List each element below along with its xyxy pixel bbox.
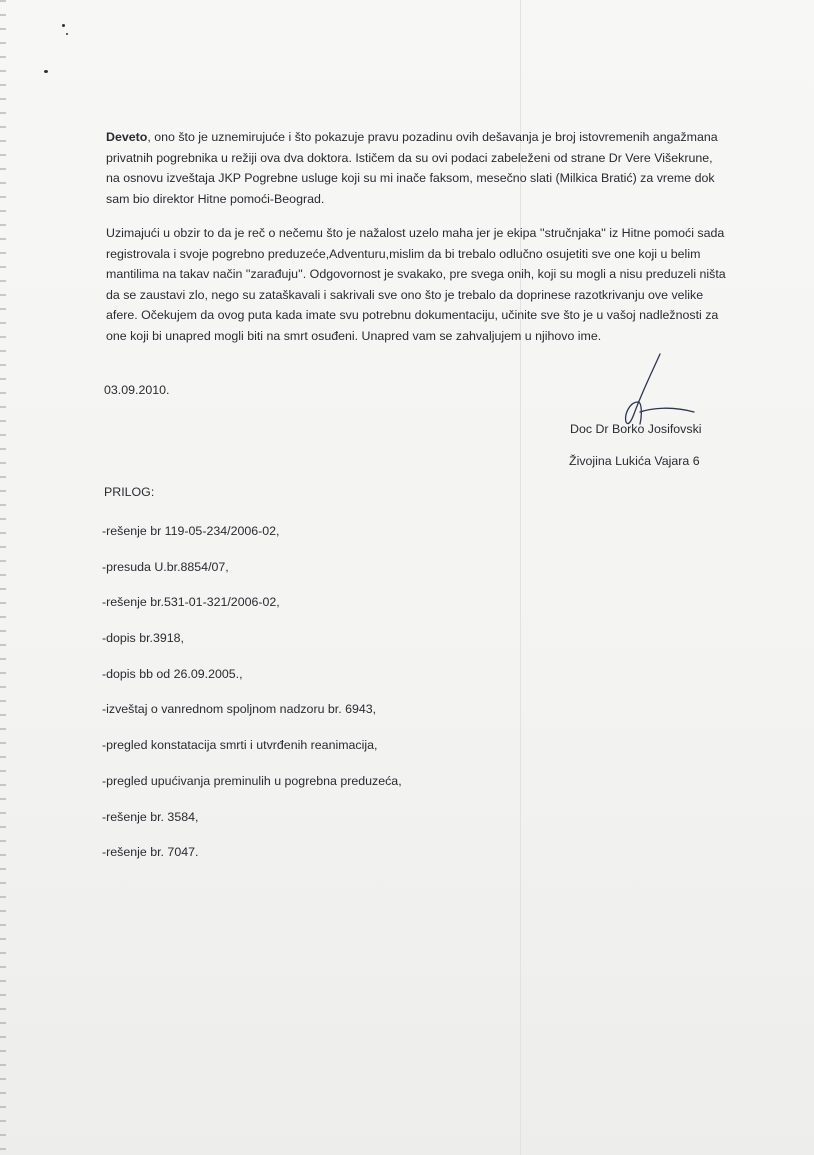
attachment-item: -pregled konstatacija smrti i utvrđenih reanimacija, [102, 738, 378, 753]
handwritten-signature [612, 352, 712, 432]
scan-speck [66, 33, 68, 35]
attachment-item: -dopis bb od 26.09.2005., [102, 666, 243, 681]
paragraph-nine [106, 127, 728, 209]
signer-address: Živojina Lukića Vajara 6 [569, 454, 700, 468]
attachment-item: -pregled upućivanja preminulih u pogrebna preduzeća, [102, 773, 402, 788]
attachment-item: -dopis br.3918, [102, 631, 184, 646]
attachment-item: -rešenje br. 7047. [102, 845, 199, 860]
scan-speck [62, 24, 65, 27]
attachment-item: -izveštaj o vanrednom spoljnom nadzoru br. 6943, [102, 702, 377, 717]
attachments-list [102, 521, 402, 878]
letter-date: 03.09.2010. [104, 383, 170, 397]
attachment-item: -presuda U.br.8854/07, [102, 559, 229, 574]
paragraph-conclusion: Uzimajući u obzir to da je reč o nečemu što je nažalost uzelo maha jer je ekipa ''stručnjaka'' iz Hitne pomoći sada registrovala i svoje pogrebno preduzeće,Adventuru,mislim da bi trebalo odlučno osujetiti sve one koji u belim mantilima na takav način ''zarađuju''. Odgovornost je svakako, pre svega onih, koji su mogli a nisu preduzeli ništa da se zaustavi zlo, nego su zataškavali i sakrivali sve ono što je trebalo da doprinese razotkrivanju ove velike afere. Očekujem da ovog puta kada imate svu potrebnu dokumentaciju, učinite sve što je u vašoj nadležnosti za one koji bi unapred mogli biti na smrt osuđeni. Unapred vam se zahvaljujem u njihovo ime. [106, 226, 726, 343]
signer-name: Doc Dr Borko Josifovski [570, 422, 702, 436]
attachment-item: -rešenje br.531-01-321/2006-02, [102, 595, 280, 610]
attachment-item: -rešenje br 119-05-234/2006-02, [102, 524, 280, 538]
binder-edge [0, 0, 6, 1155]
paragraph-text: , ono što je uznemirujuće i što pokazuje pravu pozadinu ovih dešavanja je broj istovremenih angažmana privatnih pogrebnika u režiji ova dva doktora. Ističem da su ovi podaci zabeleženi od strane Dr Vere Višekrune, na osnovu izveštaja JKP Pogrebne usluge koji su mi inače faksom, mesečno slati (Milkica Bratić) za vreme dok sam bio direktor Hitne pomoći-Beograd. [106, 130, 718, 206]
attachments-title: PRILOG: [104, 485, 155, 499]
attachment-item: -rešenje br. 3584, [102, 809, 199, 824]
scan-speck [44, 70, 48, 73]
paragraph-lead: Deveto [106, 130, 148, 144]
